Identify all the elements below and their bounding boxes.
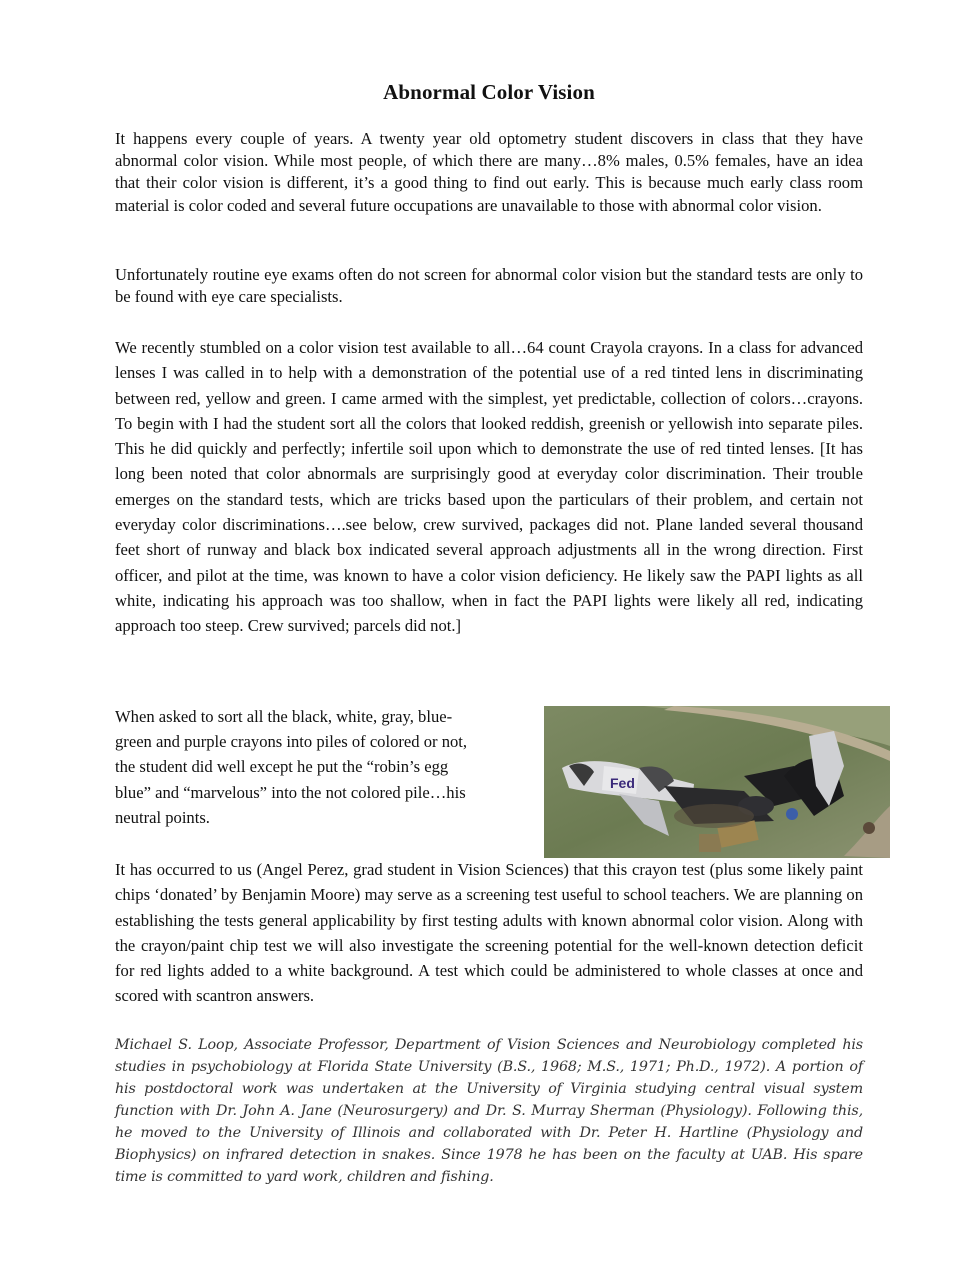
paragraph-screening: Unfortunately routine eye exams often do not screen for abnormal color vision but the standard tests are only to be found with eye care specialists. <box>115 265 863 307</box>
paragraph-crayon-test: We recently stumbled on a color vision test available to all…64 count Crayola crayons. In a class for advanced lenses I was called in to help with a demonstration of the potential use of a red tinted lens in discriminating between red, yellow and green. I came armed with the simplest, yet predictable, collection of colors…crayons. To begin with I had the student sort all the colors that looked reddish, greenish or yellowish into separate piles. This he did quickly and perfectly; infertile soil upon which to demonstrate the use of red tinted lenses. [It has long been noted that color abnormals are surprisingly good at everyday color discrimination. Their trouble emerges on the standard tests, which are tricks based upon the particulars of their problem, and certain not everyday color discriminations….see below, crew survived, packages did not. Plane landed several thousand feet short of runway and black box indicated several approach adjustments all in the wrong direction. First officer, and pilot at the time, was known to have a color vision deficiency. He likely saw the PAPI lights as all white, indicating his approach was too shallow, when in fact the PAPI lights were likely all red, indicating approach too steep. Crew survived; parcels did not.] <box>115 338 863 636</box>
fedex-label: Fed <box>610 775 635 791</box>
paragraph-future-work: It has occurred to us (Angel Perez, grad student in Vision Sciences) that this crayon test (plus some likely paint chips ‘donated’ by Benjamin Moore) may serve as a screening test useful to school teachers. We are planning on establishing the tests general applicability by first testing adults with known abnormal color vision. Along with the crayon/paint chip test we will also investigate the screening potential for the well-known detection deficit for red lights added to a white background. A test which could be administered to whole classes at once and scored with scantron answers. <box>115 860 863 1006</box>
paragraph-intro: It happens every couple of years. A twenty year old optometry student discovers in class that they have abnormal color vision. While most people, of which there are many…8% males, 0.5% females, have an idea that their color vision is different, it’s a good thing to find out early. This is because much early class room material is color coded and several future occupations are unavailable to those with abnormal color vision. <box>115 129 863 215</box>
document-title: Abnormal Color Vision <box>383 80 595 104</box>
paragraph-neutral-points: When asked to sort all the black, white, gray, blue-green and purple crayons into piles of colored or not, the student did well except he put the “robin’s egg blue” and “marvelous” into the not colored pile…his neutral points. <box>115 707 468 827</box>
plane-crash-photo <box>544 706 890 858</box>
author-bio: Michael S. Loop, Associate Professor, Department of Vision Sciences and Neurobiology completed his studies in psychobiology at Florida State University (B.S., 1968; M.S., 1971; Ph.D., 1972). A portion of his postdoctoral work was undertaken at the University of Virginia studying central visual system function with Dr. John A. Jane (Neurosurgery) and Dr. S. Murray Sherman (Physiology). Following this, he moved to the University of Illinois and collaborated with Dr. Peter H. Hartline (Physiology and Biophysics) on infrared detection in snakes. Since 1978 he has been on the faculty at UAB. His spare time is committed to yard work, children and fishing. <box>115 1037 863 1185</box>
